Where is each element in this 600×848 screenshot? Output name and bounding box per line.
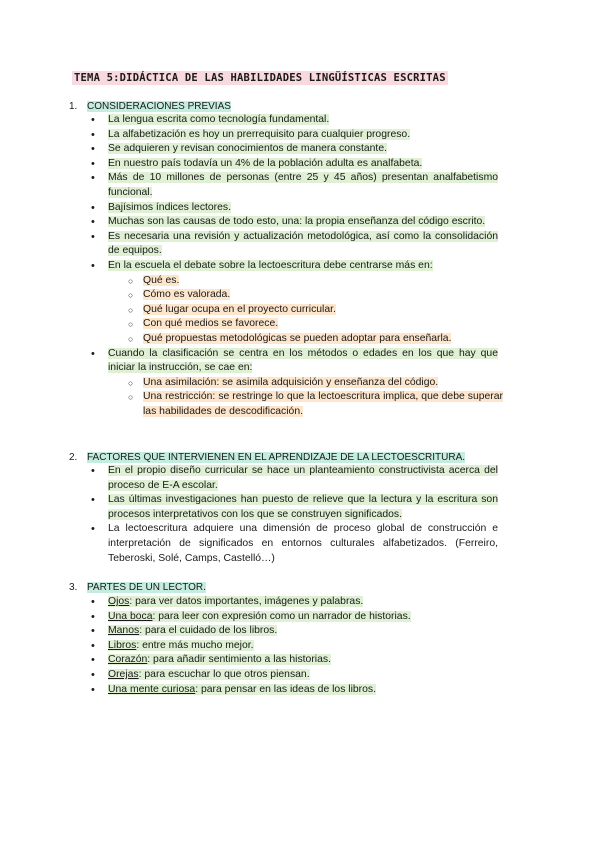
section-1-heading [69, 100, 231, 114]
list-item: • Ojos: para ver datos importantes, imágenes y palabras. [0, 595, 498, 610]
section-2-number: 2. [69, 452, 78, 463]
section-2-list [0, 464, 498, 566]
section-3-number: 3. [69, 582, 78, 593]
section-3-list [0, 595, 498, 697]
list-item: • Más de 10 millones de personas (entre 25 y 45 años) presentan analfabetismo funcional. [0, 171, 498, 200]
list-item: • Cuando la clasificación se centra en los métodos o edades en los que hay que iniciar la instrucción, se cae en: ○ Una asimilación: se asimila adquisición y enseñanza del código. ○ Una restricción: se restringe lo que la lectoescritura implica, que debe superar las habilidades de descodificación. [0, 347, 498, 420]
sub-list-debate [108, 274, 498, 347]
list-item: • Bajísimos índices lectores. [0, 201, 498, 216]
sub-list-clasificacion [108, 376, 503, 420]
list-item: • En la escuela el debate sobre la lectoescritura debe centrarse más en: ○ Qué es. ○ Cómo es valorada. ○ Qué lugar ocupa en el proyecto curricular. ○ Con qué medios se favorece. ○ Qué propuestas metodológicas se pueden adoptar para enseñarla. [0, 259, 498, 347]
list-item: • Corazón: para añadir sentimiento a las historias. [0, 653, 498, 668]
list-item: • La lengua escrita como tecnología fundamental. [0, 113, 498, 128]
list-item: • Es necesaria una revisión y actualización metodológica, así como la consolidación de equipos. [0, 230, 498, 259]
document-title: TEMA 5:DIDÁCTICA DE LAS HABILIDADES LINGÜÍSTICAS ESCRITAS [74, 72, 446, 84]
section-3-heading [69, 581, 206, 595]
section-2-title: FACTORES QUE INTERVIENEN EN EL APRENDIZAJE DE LA LECTOESCRITURA. [87, 452, 466, 463]
list-item: • En el propio diseño curricular se hace un planteamiento constructivista acerca del proceso de E-A escolar. [0, 464, 498, 493]
list-item: • Se adquieren y revisan conocimientos de manera constante. [0, 142, 498, 157]
list-item: • Manos: para el cuidado de los libros. [0, 624, 498, 639]
list-item: • Libros: entre más mucho mejor. [0, 639, 498, 654]
section-1-title: CONSIDERACIONES PREVIAS [87, 101, 231, 112]
term: Orejas [108, 668, 139, 680]
list-item: • Muchas son las causas de todo esto, una: la propia enseñanza del código escrito. [0, 215, 498, 230]
list-item: • La lectoescritura adquiere una dimensión de proceso global de construcción e interpretación de significados en entornos culturales alfabetizados. (Ferreiro, Teberoski, Solé, Camps, Castelló…) [0, 522, 498, 566]
list-item: • Orejas: para escuchar lo que otros piensan. [0, 668, 498, 683]
list-item: • En nuestro país todavía un 4% de la población adulta es analfabeta. [0, 157, 498, 172]
term: Una mente curiosa [108, 683, 196, 695]
sub-list-item: ○ Una restricción: se restringe lo que la lectoescritura implica, que debe superar las habilidades de descodificación. [108, 390, 503, 419]
section-2-heading [69, 451, 465, 465]
list-item: • Una mente curiosa: para pensar en las ideas de los libros. [0, 683, 498, 698]
term: Corazón [108, 654, 148, 666]
term: Una boca [108, 610, 153, 622]
term: Manos [108, 625, 140, 637]
term: Libros [108, 639, 137, 651]
list-item: • La alfabetización es hoy un prerrequisito para cualquier progreso. [0, 128, 498, 143]
list-item: • Una boca: para leer con expresión como un narrador de historias. [0, 610, 498, 625]
sub-list-item: ○ Una asimilación: se asimila adquisición y enseñanza del código. [108, 376, 503, 391]
list-item: • Las últimas investigaciones han puesto de relieve que la lectura y la escritura son procesos interpretativos con los que se construyen significados. [0, 493, 498, 522]
sub-list-item: ○ Cómo es valorada. [108, 288, 503, 303]
sub-list-item: ○ Qué propuestas metodológicas se pueden adoptar para enseñarla. [108, 332, 503, 347]
sub-list-item: ○ Con qué medios se favorece. [108, 317, 503, 332]
sub-list-item: ○ Qué es. [108, 274, 503, 289]
term: Ojos [108, 596, 130, 607]
section-1-number: 1. [69, 101, 78, 112]
sub-list-item: ○ Qué lugar ocupa en el proyecto curricular. [108, 303, 503, 318]
section-1-list [0, 113, 503, 419]
section-3-title: PARTES DE UN LECTOR. [87, 582, 206, 593]
